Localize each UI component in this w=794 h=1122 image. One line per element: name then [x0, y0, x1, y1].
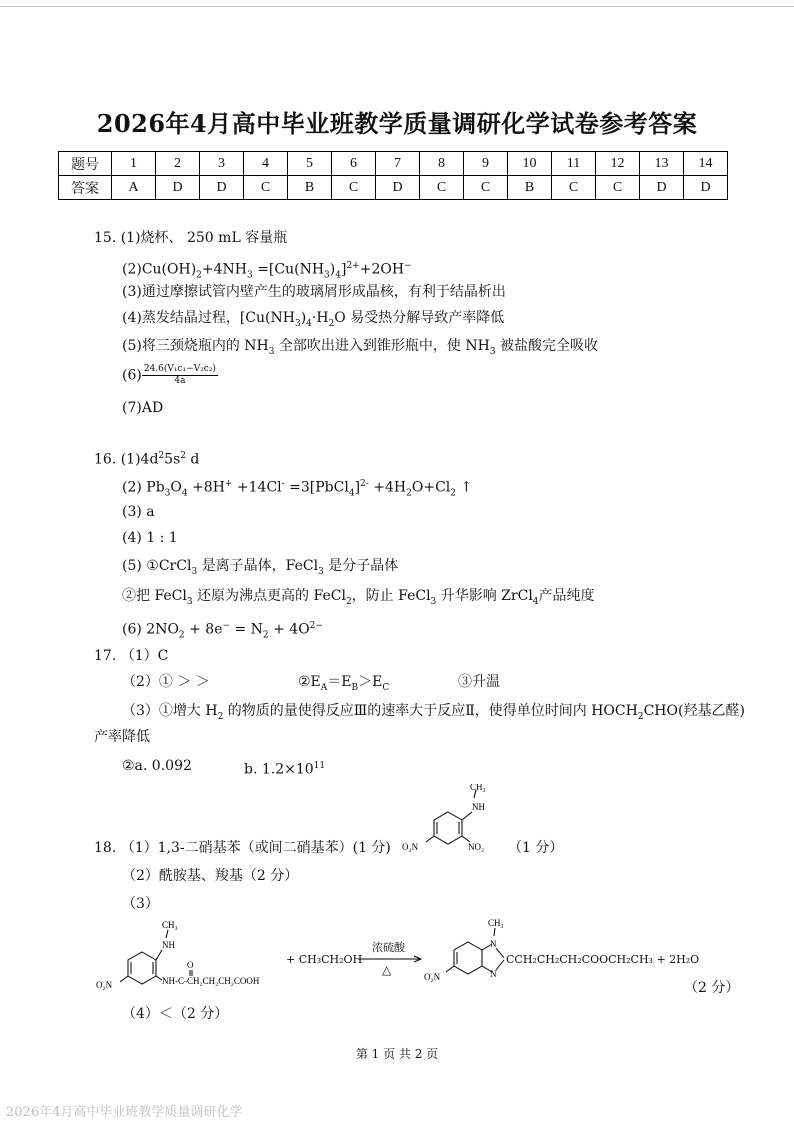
- q16-part1: 16. $(1)4d^25s^2$ d: [94, 451, 200, 468]
- q15-part5: (5)将三颈烧瓶内的 $NH_3$ 全部吹出进入到锥形瓶中，使 $NH_3$ 被盐酸完全吸收: [122, 338, 599, 357]
- table-cell: 3: [200, 152, 244, 176]
- q16-part3: (3) a: [122, 504, 155, 520]
- o2n-label: O₂N: [424, 972, 441, 982]
- o-label: O: [187, 960, 194, 970]
- table-cell: 13: [640, 152, 684, 176]
- table-cell: 1: [112, 152, 156, 176]
- q15-part3: (3)通过摩擦试管内壁产生的玻璃屑形成晶核，有利于结晶析出: [122, 284, 506, 300]
- q17-part2-3: ③升温: [458, 674, 500, 690]
- table-cell: 6: [332, 152, 376, 176]
- page-footer: 第 1 页 共 2 页: [355, 1047, 439, 1061]
- top-border-line: [0, 6, 794, 7]
- ch3-label: CH₃: [470, 784, 486, 792]
- q18-part4: （4）＜（2 分）: [122, 1006, 229, 1022]
- table-cell: 7: [376, 152, 420, 176]
- no2-label: NO₂: [468, 842, 485, 852]
- q17-part2-1: （2）① ＞ ＞: [122, 674, 210, 690]
- q17-part3-2b: b. $1.2\times 10^{11}$: [244, 761, 326, 778]
- q16-part2: (2) $Pb_3O_4 +8H^+ +14Cl^-$ =3[PbCl$_4$]$^{2-}$ $+4H_2O+Cl_2$ ↑: [122, 479, 473, 499]
- structure-2: [96, 918, 296, 996]
- table-cell: C: [464, 176, 508, 200]
- table-cell: 9: [464, 152, 508, 176]
- q17-part3-cont: 产率降低: [94, 729, 150, 745]
- table-header-cell: 题号: [59, 152, 112, 176]
- nh-label: NH: [162, 940, 175, 950]
- q17-part3: （3）①增大 $H_2$ 的物质的量使得反应Ⅲ的速率大于反应Ⅱ，使得单位时间内 $HOCH_2CHO$(羟基乙醛): [122, 703, 745, 722]
- q18-part1: 18. （1）1,3-二硝基苯（或间二硝基苯）(1 分): [94, 840, 391, 856]
- o2n-label: O₂N: [402, 842, 419, 852]
- q17-part3-2a: ②a. 0.092: [122, 758, 192, 774]
- table-cell: 4: [244, 152, 288, 176]
- q16-part4: (4) 1 : 1: [122, 530, 178, 546]
- table-cell: 11: [552, 152, 596, 176]
- q18-part1-score: （1 分）: [508, 840, 564, 856]
- nh-label: NH: [472, 802, 485, 812]
- table-row: [59, 152, 728, 176]
- table-cell: 12: [596, 152, 640, 176]
- q17-part2-2: $②E_A=E_B>E_C$: [298, 674, 390, 693]
- q16-part5: (5) ①CrCl$_3$ 是离子晶体，FeCl$_3$ 是分子晶体: [122, 558, 399, 577]
- q15-part2: $(2)Cu(OH)_2+4NH_3 =[Cu(NH_3)_4]^{2+}+2OH^-$: [122, 261, 412, 281]
- structure-1: [400, 784, 510, 860]
- table-cell: C: [552, 176, 596, 200]
- table-cell: C: [244, 176, 288, 200]
- table-header-cell: 答案: [59, 176, 112, 200]
- product-chain: CCH₂CH₂CH₂COOCH₂CH₃ + 2H₂O: [506, 953, 700, 966]
- table-cell: D: [640, 176, 684, 200]
- table-cell: C: [420, 176, 464, 200]
- ch3-label: CH₃: [488, 918, 504, 928]
- table-cell: A: [112, 176, 156, 200]
- q17-part1: 17. （1）C: [94, 648, 169, 664]
- q15-part4: (4)蒸发结晶过程，[$Cu(NH_3)_4\cdot H_2O$ 易受热分解导致产率降低: [122, 310, 505, 329]
- q18-part3: （3）: [122, 896, 159, 912]
- table-cell: C: [596, 176, 640, 200]
- table-cell: B: [508, 176, 552, 200]
- q15-part6: (6) $\frac{\text{24.6(V₁c₁−V₂c₂)}}{4a}$: [122, 364, 216, 386]
- table-cell: 10: [508, 152, 552, 176]
- n1-label: N: [490, 939, 497, 949]
- q15-part7: (7)AD: [122, 400, 164, 416]
- q15-part1: 15. (1)烧杯、 250 mL 容量瓶: [94, 230, 288, 246]
- table-cell: 5: [288, 152, 332, 176]
- q18-part2: （2）酰胺基、羧基（2 分）: [122, 868, 299, 884]
- table-cell: D: [156, 176, 200, 200]
- heat-symbol: △: [382, 963, 392, 977]
- ch3-label: CH₃: [162, 920, 178, 930]
- table-row: [59, 176, 728, 200]
- structure-3: [424, 914, 514, 994]
- catalyst-label: 浓硫酸: [372, 941, 405, 954]
- table-cell: 2: [156, 152, 200, 176]
- watermark: 2026年4月高中毕业班教学质量调研化学: [6, 1105, 243, 1120]
- q18-part3-score: （2 分）: [684, 980, 740, 996]
- chain-label: NH-C-CH₂CH₂CH₂COOH: [162, 976, 260, 986]
- n2-label: N: [490, 969, 497, 979]
- o2n-label: O₂N: [96, 980, 113, 990]
- reagent-ethanol: + CH₃CH₂OH: [286, 953, 363, 966]
- q16-part5b: ②把 FeCl$_3$ 还原为沸点更高的 FeCl$_2$，防止 FeCl$_3$ 升华影响 ZrCl$_4$产品纯度: [122, 588, 595, 607]
- table-cell: C: [332, 176, 376, 200]
- table-cell: B: [288, 176, 332, 200]
- table-cell: 8: [420, 152, 464, 176]
- page-title: 2026年4月高中毕业班教学质量调研化学试卷参考答案: [96, 109, 698, 138]
- table-cell: D: [200, 176, 244, 200]
- table-cell: 14: [684, 152, 728, 176]
- table-cell: D: [376, 176, 420, 200]
- table-cell: D: [684, 176, 728, 200]
- q16-part6: (6) $2NO_2 + 8e^- = N_2 + 4O^{2-}$: [122, 621, 323, 641]
- answer-table: [58, 151, 728, 200]
